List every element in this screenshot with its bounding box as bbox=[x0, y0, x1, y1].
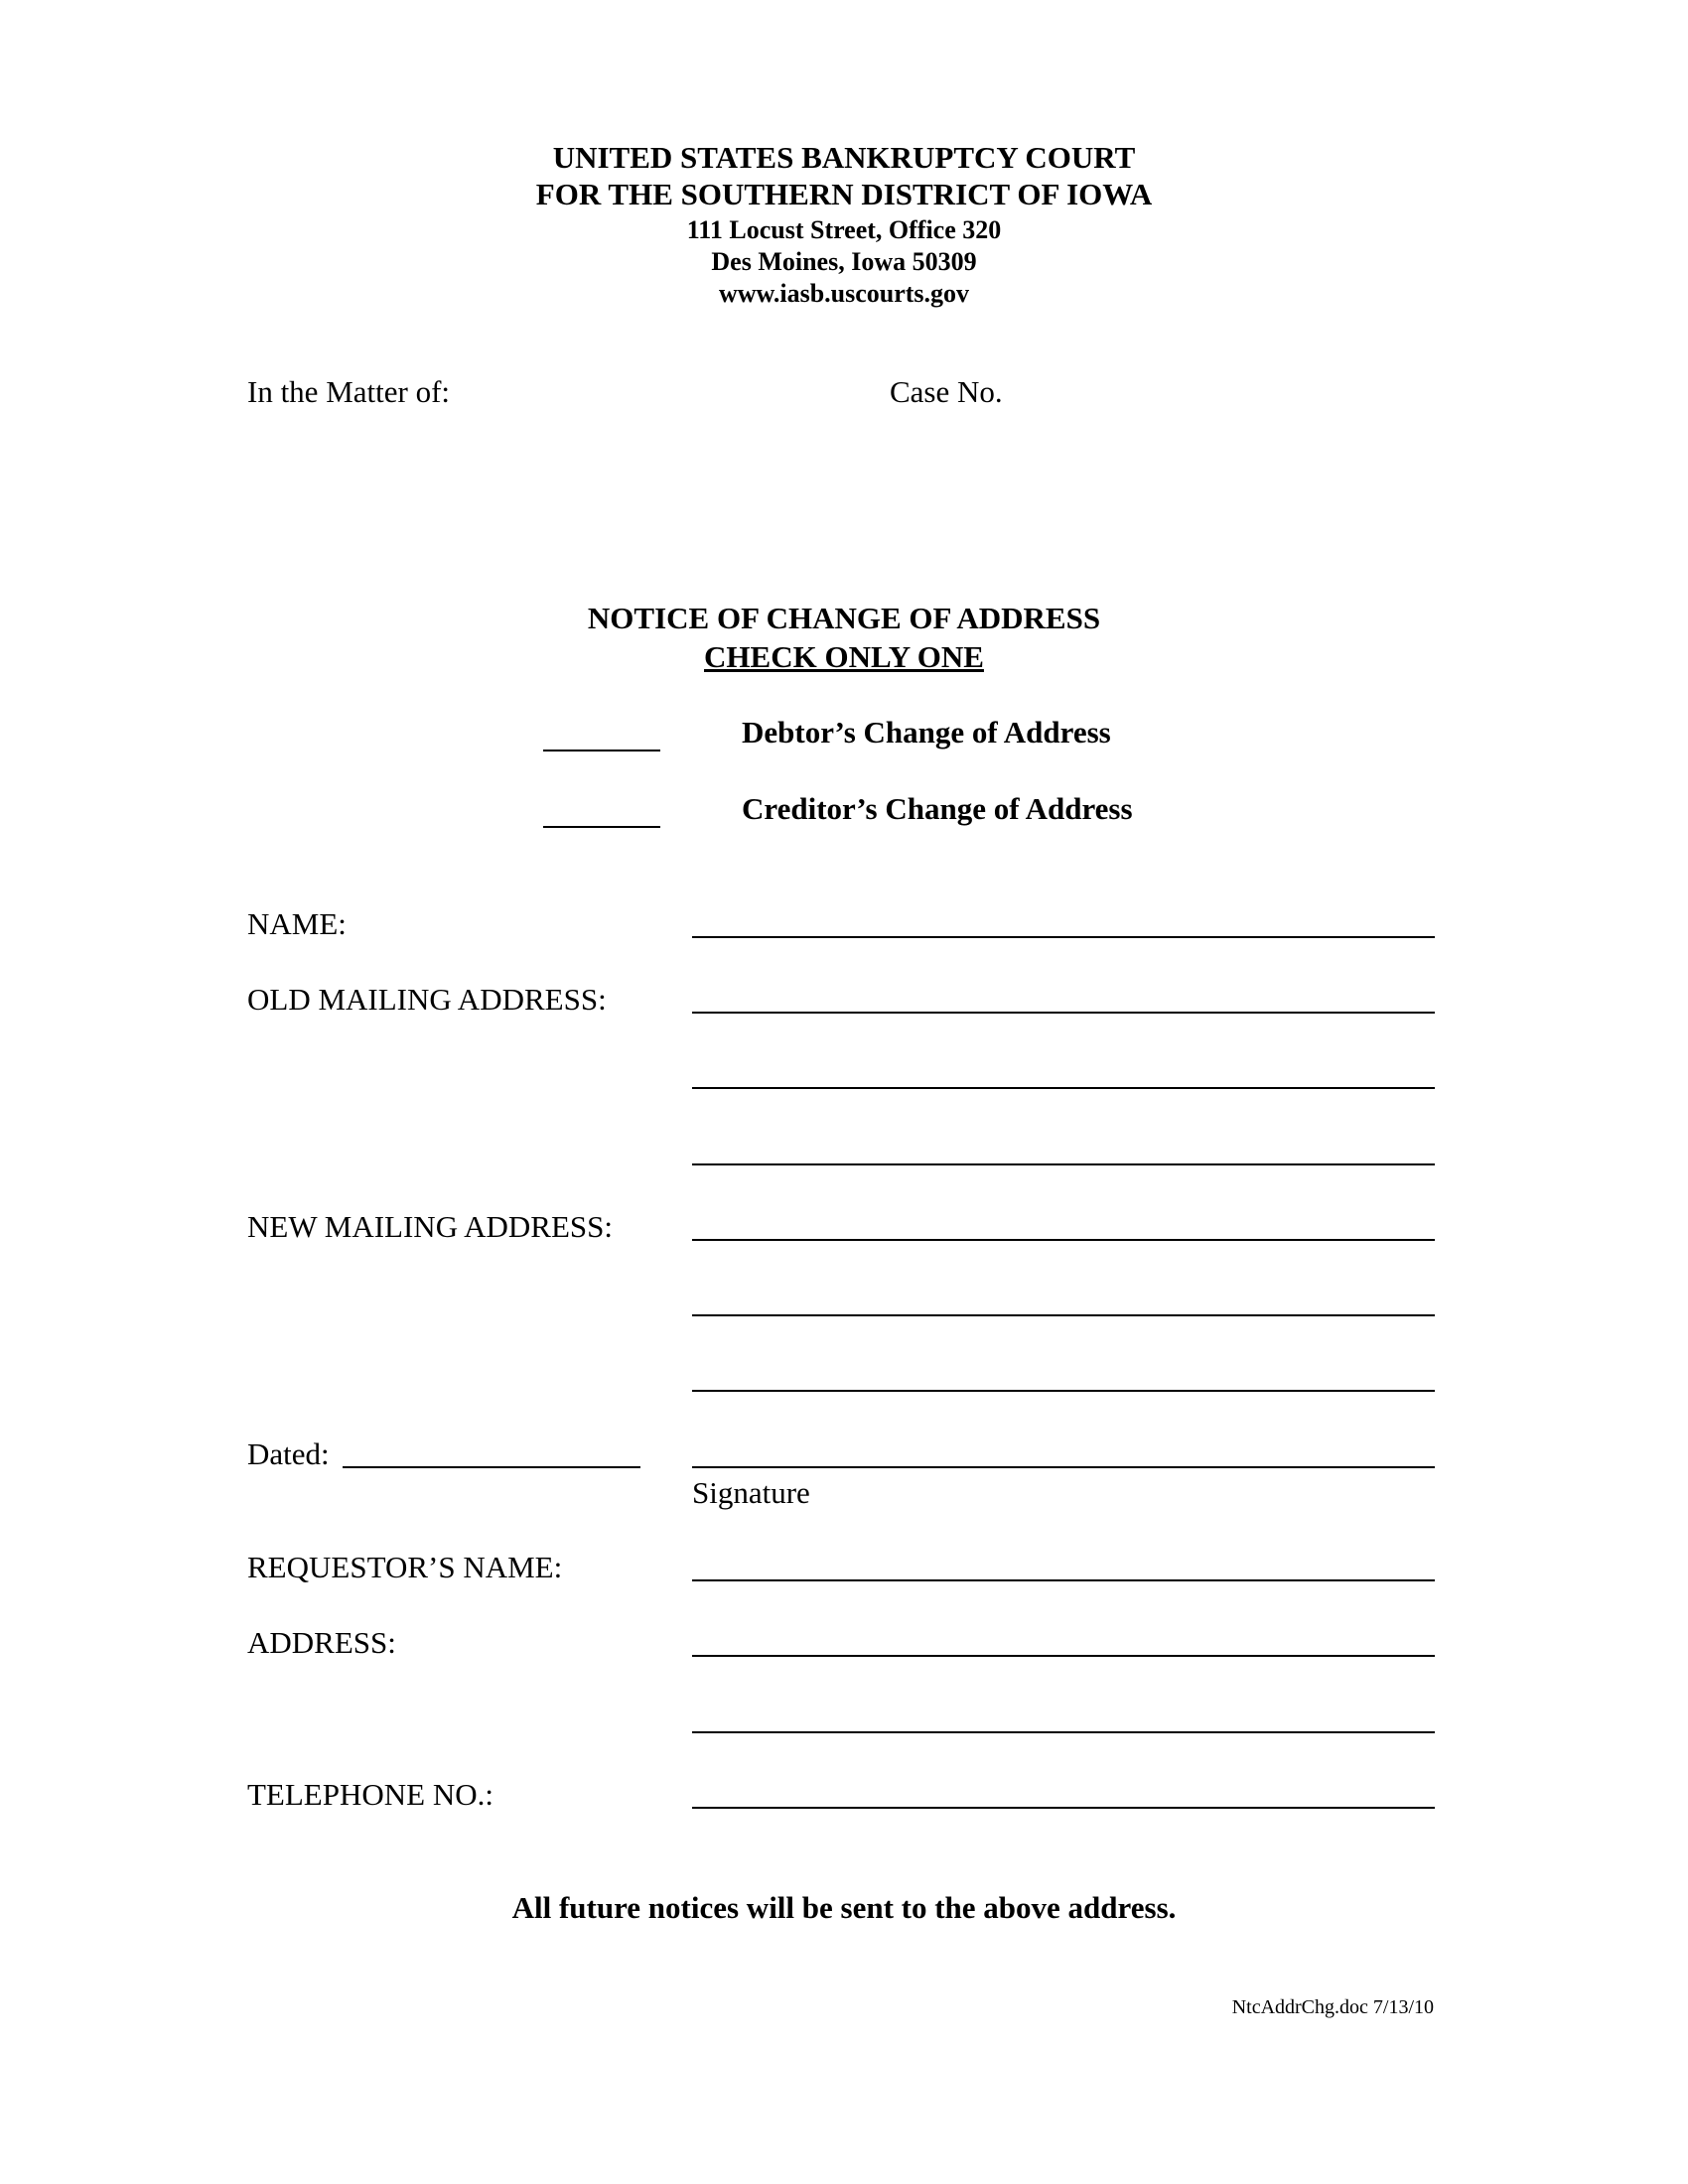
dated-field[interactable] bbox=[343, 1466, 640, 1468]
old-address-line-2[interactable] bbox=[692, 1087, 1435, 1089]
signature-label: Signature bbox=[692, 1475, 810, 1510]
debtor-check-blank[interactable] bbox=[543, 750, 660, 751]
court-website: www.iasb.uscourts.gov bbox=[718, 279, 970, 308]
in-the-matter-of-label: In the Matter of: bbox=[247, 374, 451, 409]
old-address-line-1[interactable] bbox=[692, 1012, 1435, 1014]
new-mailing-address-label: NEW MAILING ADDRESS: bbox=[247, 1209, 613, 1244]
requestor-address-label: ADDRESS: bbox=[247, 1625, 396, 1660]
dated-label: Dated: bbox=[247, 1436, 330, 1471]
document-id: NtcAddrChg.doc 7/13/10 bbox=[1231, 1996, 1434, 2018]
court-address-line2: Des Moines, Iowa 50309 bbox=[711, 247, 977, 276]
name-field[interactable] bbox=[692, 936, 1435, 938]
debtor-change-option-label: Debtor’s Change of Address bbox=[742, 715, 1111, 750]
telephone-field[interactable] bbox=[692, 1807, 1435, 1809]
court-name-line2: FOR THE SOUTHERN DISTRICT OF IOWA bbox=[535, 177, 1153, 211]
requestor-address-line-2[interactable] bbox=[692, 1731, 1435, 1733]
creditor-check-blank[interactable] bbox=[543, 826, 660, 828]
name-label: NAME: bbox=[247, 906, 347, 941]
requestor-name-label: REQUESTOR’S NAME: bbox=[247, 1550, 563, 1584]
telephone-label: TELEPHONE NO.: bbox=[247, 1777, 493, 1812]
new-address-line-3[interactable] bbox=[692, 1390, 1435, 1392]
future-notices-statement: All future notices will be sent to the above address. bbox=[511, 1890, 1177, 1925]
old-mailing-address-label: OLD MAILING ADDRESS: bbox=[247, 982, 607, 1017]
creditor-change-option-label: Creditor’s Change of Address bbox=[742, 791, 1133, 826]
new-address-line-1[interactable] bbox=[692, 1239, 1435, 1241]
notice-title: NOTICE OF CHANGE OF ADDRESS bbox=[587, 601, 1101, 635]
requestor-name-field[interactable] bbox=[692, 1579, 1435, 1581]
new-address-line-2[interactable] bbox=[692, 1314, 1435, 1316]
check-only-one-instruction: CHECK ONLY ONE bbox=[704, 639, 984, 674]
old-address-line-3[interactable] bbox=[692, 1163, 1435, 1165]
signature-field[interactable] bbox=[692, 1466, 1435, 1468]
case-no-label: Case No. bbox=[890, 374, 1003, 409]
court-name-line1: UNITED STATES BANKRUPTCY COURT bbox=[552, 140, 1136, 175]
court-address-line1: 111 Locust Street, Office 320 bbox=[686, 215, 1002, 244]
requestor-address-line-1[interactable] bbox=[692, 1655, 1435, 1657]
